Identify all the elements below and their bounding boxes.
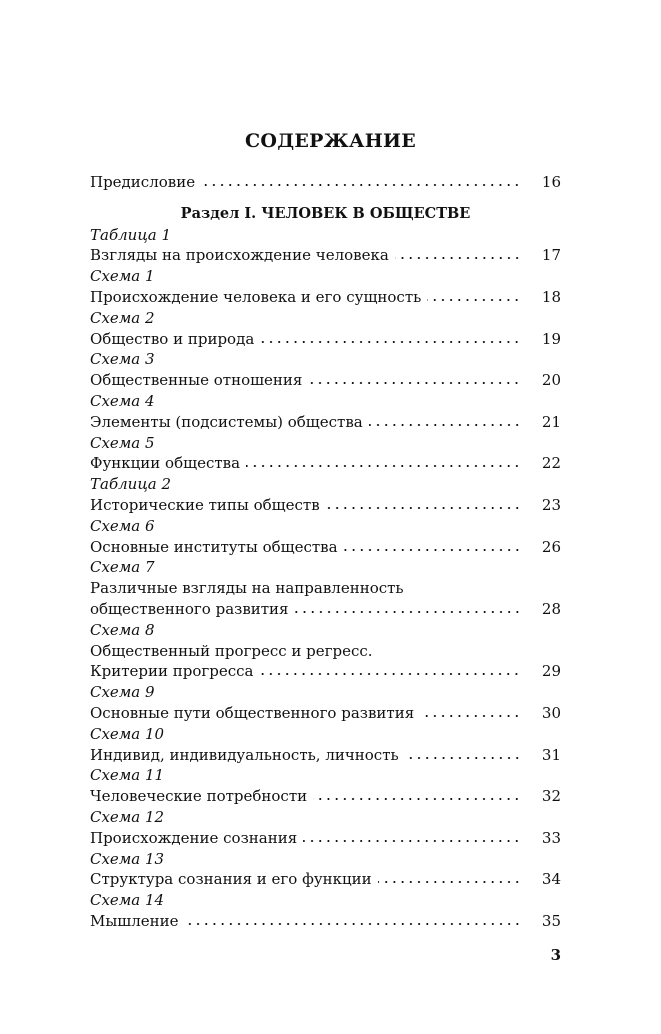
- entry-title: Элементы (подсистемы) общества: [90, 412, 363, 431]
- dot-leader: [344, 548, 521, 552]
- entry-label: Схема 5: [90, 433, 155, 452]
- entry-title: Исторические типы обществ: [90, 495, 320, 514]
- entry-page: 19: [541, 329, 561, 348]
- entry-label: Схема 8: [90, 620, 155, 639]
- entry-page: 31: [541, 745, 561, 764]
- dot-leader: [308, 381, 521, 385]
- entry-page: 16: [541, 173, 561, 191]
- entry-page: 29: [541, 662, 561, 681]
- table-of-contents: [90, 172, 561, 932]
- toc-entry[interactable]: [90, 599, 561, 620]
- entry-title: Общественный прогресс и регресс.: [90, 641, 373, 660]
- entry-title: Функции общества: [90, 454, 241, 473]
- entry-page: 34: [541, 870, 561, 889]
- entry-title: Мышление: [90, 911, 179, 930]
- entry-title: Основные пути общественного развития: [90, 703, 415, 722]
- entry-label: Схема 4: [90, 391, 155, 410]
- entry-page: 23: [541, 495, 561, 514]
- entry-page: 21: [541, 412, 561, 431]
- toc-entry[interactable]: [90, 453, 561, 474]
- dot-leader: [259, 672, 521, 676]
- entry-page: 35: [541, 911, 561, 930]
- toc-entry[interactable]: [90, 869, 561, 890]
- toc-entry[interactable]: [90, 703, 561, 724]
- toc-entry[interactable]: [90, 329, 561, 350]
- dot-leader: [378, 880, 521, 884]
- page-title: СОДЕРЖАНИЕ: [244, 130, 417, 152]
- entry-page: 26: [541, 537, 561, 556]
- page-number: 3: [550, 946, 561, 964]
- entry-label: Схема 12: [90, 807, 165, 826]
- dot-leader: [395, 256, 521, 260]
- entry-page: 22: [541, 454, 561, 473]
- dot-leader: [326, 506, 521, 510]
- entry-title: Происхождение человека и его сущность: [90, 287, 422, 306]
- entry-title: Индивид, индивидуальность, личность: [90, 745, 399, 764]
- entry-title: Общественные отношения: [90, 371, 303, 390]
- entry-label: Схема 7: [90, 558, 155, 577]
- entry-title: Происхождение сознания: [90, 828, 298, 847]
- entry-label: Схема 3: [90, 350, 155, 369]
- entry-label: Схема 2: [90, 308, 155, 327]
- toc-entry[interactable]: [90, 661, 561, 682]
- toc-entry[interactable]: [90, 641, 561, 662]
- entry-label: Схема 10: [90, 724, 165, 743]
- toc-entry[interactable]: [90, 745, 561, 766]
- entry-page: 20: [541, 371, 561, 390]
- entry-label: Схема 9: [90, 683, 155, 702]
- entry-title: Основные институты общества: [90, 537, 338, 556]
- dot-leader: [260, 340, 521, 344]
- toc-entry[interactable]: [90, 245, 561, 266]
- toc-entry[interactable]: [90, 412, 561, 433]
- toc-entry-preface[interactable]: [90, 172, 561, 193]
- toc-entry[interactable]: [90, 287, 561, 308]
- entry-label: Схема 11: [90, 766, 165, 785]
- entry-label: Таблица 2: [90, 475, 172, 494]
- entry-page: 18: [541, 287, 561, 306]
- toc-entry[interactable]: [90, 495, 561, 516]
- dot-leader: [246, 464, 521, 468]
- entry-title: Человеческие потребности: [90, 787, 308, 806]
- dot-leader: [420, 714, 521, 718]
- toc-entry[interactable]: [90, 786, 561, 807]
- entry-title: Различные взгляды на направленность: [90, 579, 404, 598]
- section-heading: Раздел I. ЧЕЛОВЕК В ОБЩЕСТВЕ: [180, 204, 471, 222]
- entry-label: Схема 6: [90, 516, 155, 535]
- entry-title: общественного развития: [90, 599, 289, 618]
- entry-page: 32: [541, 787, 561, 806]
- entry-title: Структура сознания и его функции: [90, 870, 372, 889]
- entry-label: Схема 13: [90, 849, 165, 868]
- toc-entry[interactable]: [90, 537, 561, 558]
- entry-title: Критерии прогресса: [90, 662, 254, 681]
- entry-label: Таблица 1: [90, 225, 172, 244]
- toc-entry[interactable]: [90, 370, 561, 391]
- entry-page: 33: [541, 828, 561, 847]
- toc-entry[interactable]: [90, 911, 561, 932]
- dot-leader: [185, 922, 521, 926]
- entry-title: Взгляды на происхождение человека: [90, 246, 389, 265]
- dot-leader: [369, 423, 521, 427]
- toc-entry[interactable]: [90, 828, 561, 849]
- dot-leader: [313, 797, 521, 801]
- dot-leader: [295, 610, 521, 614]
- entry-page: 17: [541, 246, 561, 265]
- dot-leader: [303, 839, 521, 843]
- dot-leader: [405, 756, 521, 760]
- entry-label: Схема 1: [90, 267, 155, 286]
- entry-title: Общество и природа: [90, 329, 255, 348]
- entry-label: Схема 14: [90, 891, 165, 910]
- entry-title: Предисловие: [90, 173, 196, 191]
- toc-entry[interactable]: [90, 578, 561, 599]
- dot-leader: [201, 183, 521, 187]
- dot-leader: [427, 298, 521, 302]
- entry-page: 28: [541, 599, 561, 618]
- entry-page: 30: [541, 703, 561, 722]
